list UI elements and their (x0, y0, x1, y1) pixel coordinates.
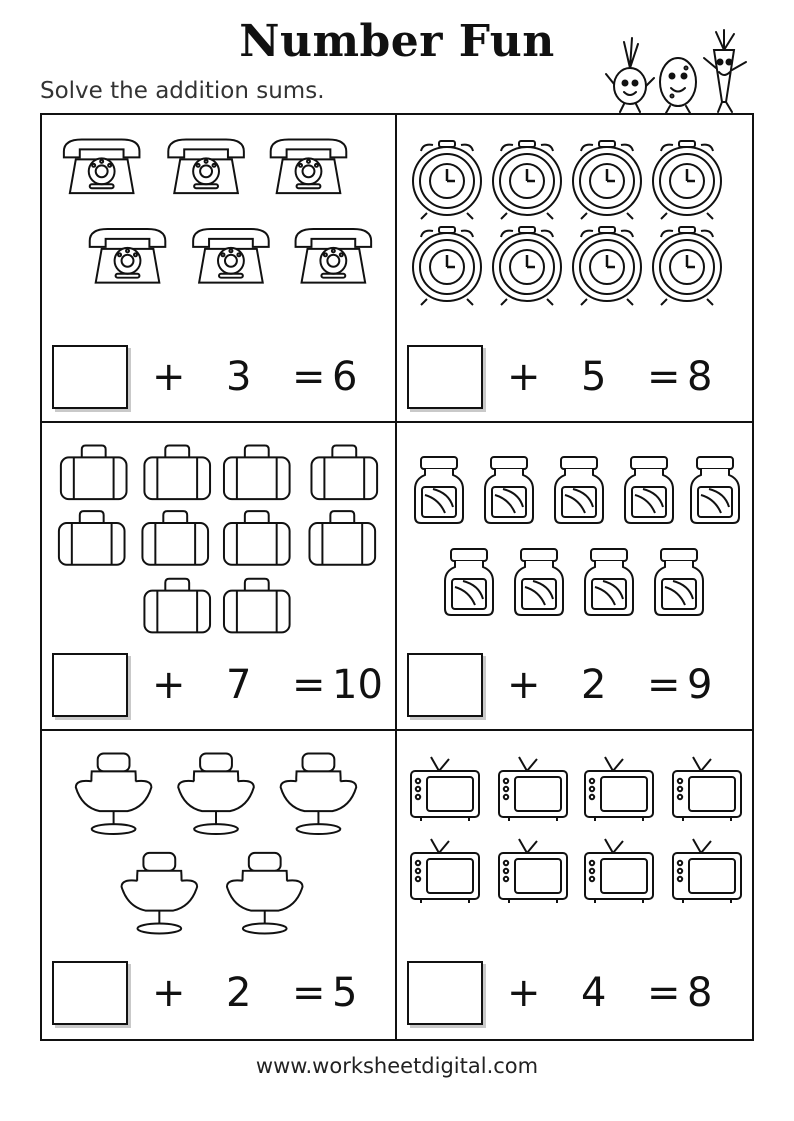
suitcase-icon (224, 511, 290, 565)
jar-icon (655, 549, 703, 615)
answer-box[interactable] (52, 961, 128, 1025)
chair-icon (227, 853, 303, 934)
answer-box[interactable] (52, 345, 128, 409)
suitcase-icon (309, 511, 375, 565)
addend: 5 (581, 354, 607, 400)
alarm-clock-icon (413, 141, 481, 219)
answer-box[interactable] (407, 961, 483, 1025)
sum-result: 6 (332, 354, 358, 400)
plus-sign: + (152, 354, 186, 400)
plus-sign: + (507, 662, 541, 708)
television-icon (585, 757, 653, 821)
jar-icon (445, 549, 493, 615)
plus-sign: + (152, 662, 186, 708)
alarm-clock-icon (493, 141, 561, 219)
plus-sign: + (507, 970, 541, 1016)
chair-group (42, 731, 395, 946)
equals-sign: = (292, 354, 326, 400)
television-icon (499, 757, 567, 821)
jar-icon (625, 457, 673, 523)
sum-result: 8 (687, 354, 713, 400)
alarm-clock-icon (573, 141, 641, 219)
alarm-clock-icon (653, 141, 721, 219)
alarm-clock-icon (653, 227, 721, 305)
suitcase-group (42, 423, 395, 638)
chair-icon (281, 753, 357, 834)
alarm-clock-icon (493, 227, 561, 305)
suitcase-icon (144, 579, 210, 633)
answer-box[interactable] (407, 345, 483, 409)
addend: 4 (581, 970, 607, 1016)
alarm-clock-group (397, 115, 752, 330)
television-icon (499, 839, 567, 903)
chair-icon (178, 753, 254, 834)
suitcase-icon (224, 579, 290, 633)
alarm-clock-icon (413, 227, 481, 305)
jar-icon (585, 549, 633, 615)
sum-result: 9 (687, 662, 713, 708)
problem-card (42, 731, 397, 1039)
addend: 2 (226, 970, 252, 1016)
jar-icon (515, 549, 563, 615)
television-icon (411, 757, 479, 821)
jar-icon (415, 457, 463, 523)
problem-card (42, 423, 397, 731)
answer-box[interactable] (52, 653, 128, 717)
television-icon (673, 757, 741, 821)
answer-box[interactable] (407, 653, 483, 717)
television-icon (673, 839, 741, 903)
television-icon (411, 839, 479, 903)
page-title: Number Fun (239, 16, 555, 67)
suitcase-icon (311, 445, 377, 499)
telephone-icon (168, 139, 244, 193)
suitcase-icon (61, 445, 127, 499)
vegetable-mascots-icon (602, 28, 752, 114)
telephone-icon (193, 229, 269, 283)
suitcase-icon (224, 445, 290, 499)
jar-group (397, 423, 752, 638)
problem-card (42, 115, 397, 423)
equals-sign: = (647, 354, 681, 400)
footer-url: www.worksheetdigital.com (255, 1054, 539, 1078)
equals-sign: = (647, 970, 681, 1016)
jar-icon (485, 457, 533, 523)
telephone-icon (64, 139, 140, 193)
sum-result: 8 (687, 970, 713, 1016)
sum-result: 10 (332, 662, 383, 708)
equals-sign: = (647, 662, 681, 708)
equals-sign: = (292, 662, 326, 708)
problem-card (397, 423, 752, 731)
plus-sign: + (152, 970, 186, 1016)
addend: 7 (226, 662, 252, 708)
chair-icon (122, 853, 198, 934)
television-group (397, 731, 752, 946)
addend: 3 (226, 354, 252, 400)
instructions: Solve the addition sums. (40, 78, 325, 104)
telephone-icon (296, 229, 372, 283)
telephone-group (42, 115, 395, 330)
suitcase-icon (142, 511, 208, 565)
telephone-icon (271, 139, 347, 193)
television-icon (585, 839, 653, 903)
telephone-icon (90, 229, 166, 283)
addend: 2 (581, 662, 607, 708)
suitcase-icon (144, 445, 210, 499)
problem-card (397, 731, 752, 1039)
jar-icon (555, 457, 603, 523)
suitcase-icon (59, 511, 125, 565)
problem-card (397, 115, 752, 423)
problems-grid (40, 113, 754, 1041)
plus-sign: + (507, 354, 541, 400)
sum-result: 5 (332, 970, 358, 1016)
jar-icon (691, 457, 739, 523)
equals-sign: = (292, 970, 326, 1016)
alarm-clock-icon (573, 227, 641, 305)
chair-icon (76, 753, 152, 834)
